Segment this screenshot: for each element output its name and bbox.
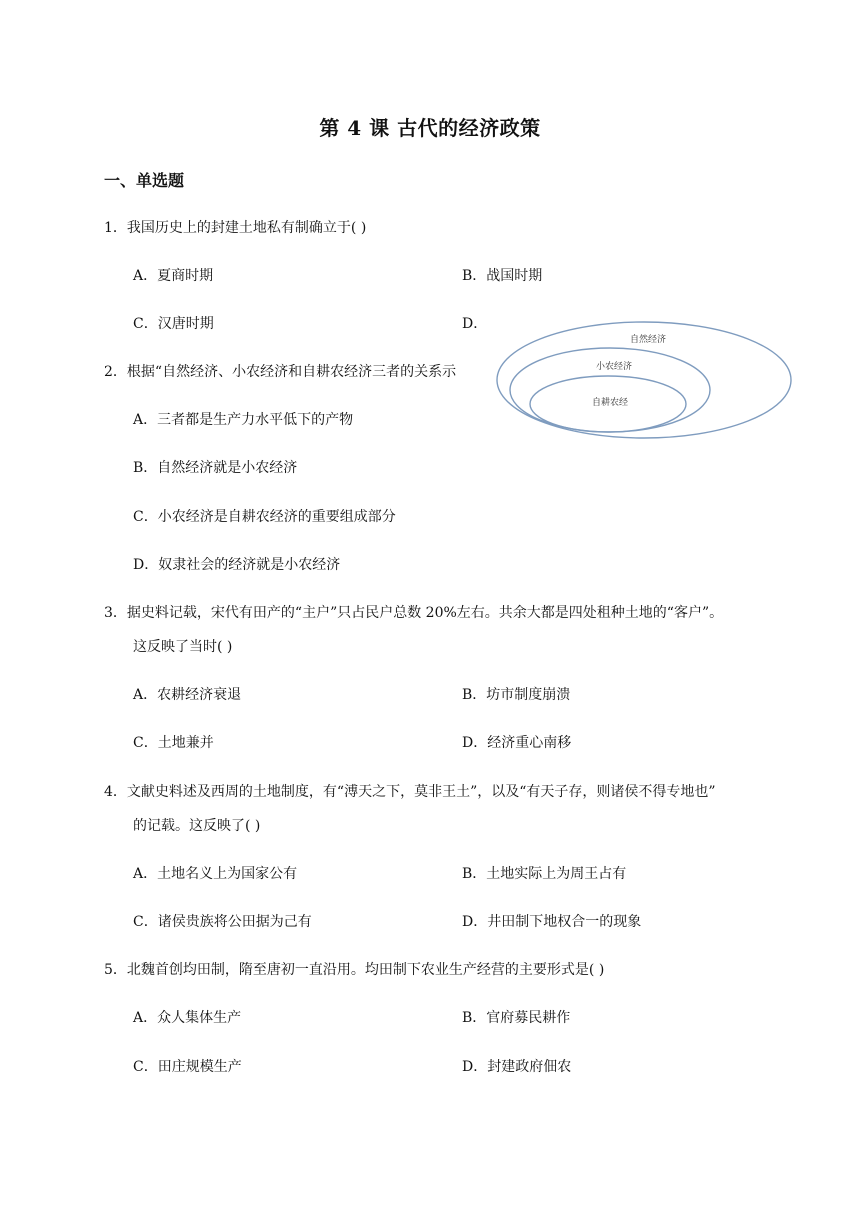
question-3-option-a: A．农耕经济衰退: [133, 687, 242, 703]
question-2-option-a: A．三者都是生产力水平低下的产物: [133, 412, 354, 428]
outer-label: 自然经济: [630, 335, 667, 345]
section-heading: 一、单选题: [104, 171, 185, 190]
question-3-option-b: B．坊市制度崩溃: [462, 687, 571, 703]
question-1-option-b: B．战国时期: [462, 268, 543, 284]
question-4-stem-line-2: 的记载。这反映了( ): [133, 818, 261, 834]
middle-label: 小农经济: [596, 362, 633, 372]
page-title: 第 4 课 古代的经济政策: [319, 116, 541, 140]
question-2-stem: 2．根据“自然经济、小农经济和自耕农经济三者的关系示: [104, 364, 457, 380]
question-3-stem-line-2: 这反映了当时( ): [133, 639, 233, 655]
question-4-stem-line-1: 4．文献史料述及西周的土地制度，有“溥天之下，莫非王土”，以及“有天子存，则诸侯不得专地也”: [104, 784, 716, 800]
inner-label: 自耕农经: [592, 398, 629, 408]
question-4-option-a: A．土地名义上为国家公有: [133, 866, 298, 882]
question-1-option-d: D．: [462, 316, 488, 332]
question-4-option-d: D．井田制下地权合一的现象: [462, 914, 642, 930]
question-2-option-d: D．奴隶社会的经济就是小农经济: [133, 557, 341, 573]
question-5-stem: 5．北魏首创均田制，隋至唐初一直沿用。均田制下农业生产经营的主要形式是( ): [104, 962, 605, 978]
question-3-stem-line-1: 3．据史料记载，宋代有田产的“主户”只占民户总数 20%左右。共余大都是四处租种土地的“客户”。: [104, 605, 724, 621]
question-2-option-b: B．自然经济就是小农经济: [133, 460, 298, 476]
question-1-option-a: A．夏商时期: [133, 268, 214, 284]
economy-relation-diagram: [494, 318, 794, 442]
question-5-option-d: D．封建政府佃农: [462, 1059, 572, 1075]
question-4-option-b: B．土地实际上为周王占有: [462, 866, 627, 882]
question-5-option-a: A．众人集体生产: [133, 1010, 242, 1026]
question-3-option-c: C．土地兼并: [133, 735, 214, 751]
question-5-option-c: C．田庄规模生产: [133, 1059, 242, 1075]
question-1-option-c: C．汉唐时期: [133, 316, 214, 332]
question-5-option-b: B．官府募民耕作: [462, 1010, 571, 1026]
question-4-option-c: C．诸侯贵族将公田据为己有: [133, 914, 312, 930]
question-1-stem: 1．我国历史上的封建土地私有制确立于( ): [104, 220, 367, 236]
question-2-option-c: C．小农经济是自耕农经济的重要组成部分: [133, 509, 396, 525]
question-3-option-d: D．经济重心南移: [462, 735, 572, 751]
